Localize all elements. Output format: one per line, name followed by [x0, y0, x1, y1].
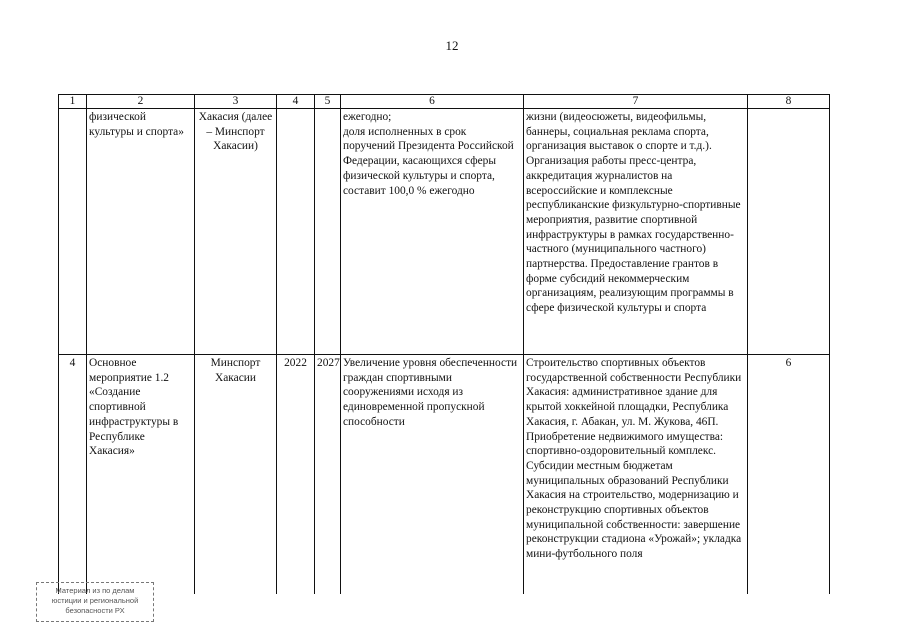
column-header: 6	[341, 95, 524, 109]
program-table	[58, 94, 830, 594]
start-year-cell	[277, 109, 315, 355]
start-year-cell: 2022	[277, 355, 315, 595]
end-year-cell	[315, 109, 341, 355]
indicator-cell	[748, 109, 830, 355]
column-header: 5	[315, 95, 341, 109]
stamp-line: юстиции и региональной	[51, 596, 139, 605]
executor-cell: Минспорт Хакасии	[195, 355, 277, 595]
row-number-cell	[59, 109, 87, 355]
stamp-line: безопасности РХ	[65, 606, 125, 615]
event-name-cell: Основное мероприятие 1.2 «Создание спортивной инфраструктуры в Республике Хакасия»	[87, 355, 195, 595]
directions-cell: жизни (видеосюжеты, видеофильмы, баннеры, социальная реклама спорта, организация выставок о спорте и т.д.). Организация работы пресс-центра, аккредитация журналистов на всероссийские и комплексные республиканские физкультурно-спортивные мероприятия, развитие спортивной инфраструктуры в рамках государственно-частного (муниципального частного) партнерства. Предоставление грантов в форме субсидий некоммерческим организациям, реализующим программы в сфере физической культуры и спорта	[524, 109, 748, 355]
expected-result-cell: Увеличение уровня обеспеченности граждан спортивными сооружениями исходя из единовременной пропускной способности	[341, 355, 524, 595]
expected-result-cell: ежегодно; доля исполненных в срок поручений Президента Российской Федерации, касающихся сферы физической культуры и спорта, составит 100,0 % ежегодно	[341, 109, 524, 355]
executor-cell: Хакасия (далее – Минспорт Хакасии)	[195, 109, 277, 355]
document-stamp	[36, 582, 154, 622]
column-header: 8	[748, 95, 830, 109]
column-header: 1	[59, 95, 87, 109]
page-number: 12	[445, 38, 459, 53]
directions-cell: Строительство спортивных объектов государственной собственности Республики Хакасия: административное здание для крытой хоккейной площадки, Республика Хакасия, г. Абакан, ул. М. Жукова, 46П. Приобретение недвижимого имущества: спортивно-оздоровительный комплекс. Субсидии местным бюджетам муниципальных образований Республики Хакасия на строительство, модернизацию и реконструкцию спортивных объектов муниципальной собственности: завершение реконструкции стадиона «Урожай»; укладка мини-футбольного поля	[524, 355, 748, 595]
indicator-cell: 6	[748, 355, 830, 595]
event-name-cell: физической культуры и спорта»	[87, 109, 195, 355]
end-year-cell: 2027	[315, 355, 341, 595]
table-row	[59, 355, 830, 595]
column-header: 3	[195, 95, 277, 109]
stamp-line: Материал из по делам	[55, 586, 135, 595]
table-header-row	[59, 95, 830, 109]
table-row	[59, 109, 830, 355]
row-number-cell: 4	[59, 355, 87, 595]
column-header: 2	[87, 95, 195, 109]
column-header: 4	[277, 95, 315, 109]
column-header: 7	[524, 95, 748, 109]
